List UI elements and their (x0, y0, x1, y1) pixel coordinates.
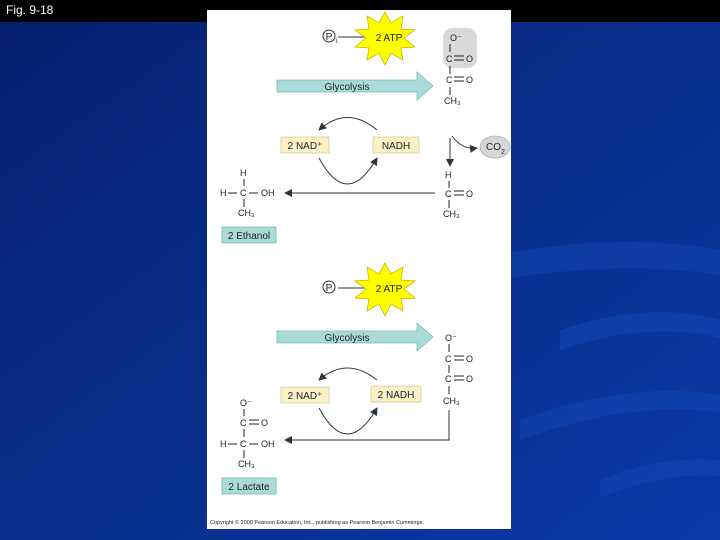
eth-oh: OH (261, 188, 275, 198)
pyr-c2: C (445, 374, 452, 384)
atp-label: 2 ATP (375, 284, 403, 295)
pyr-o2: O (466, 374, 474, 384)
nad-cycle-lower (319, 408, 377, 434)
pyr-c1: C (446, 54, 453, 64)
pyr-o1: O (466, 54, 474, 64)
ald-h: H (445, 170, 452, 180)
lac-oh: OH (261, 439, 275, 449)
nad-box (281, 137, 329, 153)
nad-cycle-upper (319, 118, 377, 131)
pyr-ch3: CH₃ (443, 396, 460, 406)
pyr-ch3: CH₃ (444, 96, 461, 106)
glycolysis-label: Glycolysis (324, 82, 370, 93)
ald-c: C (445, 189, 452, 199)
co2-sub: 2 (501, 149, 505, 156)
nadh-label: NADH (381, 141, 411, 152)
phosphate-icon (323, 30, 338, 45)
nadh-box (371, 386, 421, 402)
lac-o-minus: O⁻ (240, 398, 252, 408)
pyr-o2: O (466, 75, 474, 85)
phosphate-sub: i (336, 38, 338, 45)
phosphate-icon (323, 281, 335, 294)
glycolysis-label: Glycolysis (324, 333, 370, 344)
nad-cycle-lower (319, 158, 377, 184)
lactate-label: 2 Lactate (228, 482, 270, 493)
nadh-label: 2 NADH (377, 390, 415, 401)
atp-star-icon (355, 12, 415, 65)
fermentation-diagram (207, 10, 511, 529)
ald-ch3: CH₃ (443, 209, 460, 219)
glycolysis-arrow (277, 323, 433, 351)
ethanol-label: 2 Ethanol (227, 231, 271, 242)
ethanol-box (222, 227, 276, 243)
pyruvate-structure (443, 28, 477, 106)
nadh-box (373, 137, 419, 153)
lactate-structure (220, 398, 275, 469)
diagram-panel (207, 10, 511, 529)
ald-o: O (466, 189, 474, 199)
pyr-o-minus: O⁻ (450, 33, 462, 43)
lac-o: O (261, 418, 269, 428)
lactate-fermentation (220, 263, 473, 494)
pyr-o1: O (466, 354, 474, 364)
lac-c1: C (240, 418, 247, 428)
co2-arrow (452, 136, 477, 148)
pyr-c1: C (445, 354, 452, 364)
figure-label: Fig. 9-18 (6, 3, 54, 17)
lactate-box (222, 478, 276, 494)
nad-cycle-upper (319, 368, 377, 380)
phosphate-label: P (325, 32, 333, 43)
atp-label: 2 ATP (375, 33, 403, 44)
nad-label: 2 NAD⁺ (287, 391, 323, 402)
pyr-c2: C (446, 75, 453, 85)
eth-ch3: CH₃ (238, 208, 255, 218)
lac-ch3: CH₃ (238, 459, 255, 469)
glycolysis-arrow (277, 72, 433, 100)
nad-label: 2 NAD⁺ (287, 141, 323, 152)
lac-c2: C (240, 439, 247, 449)
lac-h: H (220, 439, 227, 449)
atp-star-icon (355, 263, 415, 316)
phosphate-label: P (325, 283, 333, 294)
ethanol-fermentation (220, 12, 510, 243)
nad-box (281, 387, 329, 403)
copyright-text: Copyright © 2008 Pearson Education, Inc., publishing as Pearson Benjamin Cummings. (210, 520, 424, 526)
co2-label: CO (486, 142, 501, 153)
pyr-o-minus: O⁻ (445, 333, 457, 343)
eth-h-left: H (220, 188, 227, 198)
acetaldehyde-structure (443, 170, 473, 219)
ethanol-structure (220, 168, 275, 218)
eth-h-top: H (240, 168, 247, 178)
eth-c: C (240, 188, 247, 198)
pyr-to-lactate-arrow (285, 410, 449, 440)
pyruvate-structure (443, 333, 473, 406)
co2-bubble (480, 136, 510, 158)
